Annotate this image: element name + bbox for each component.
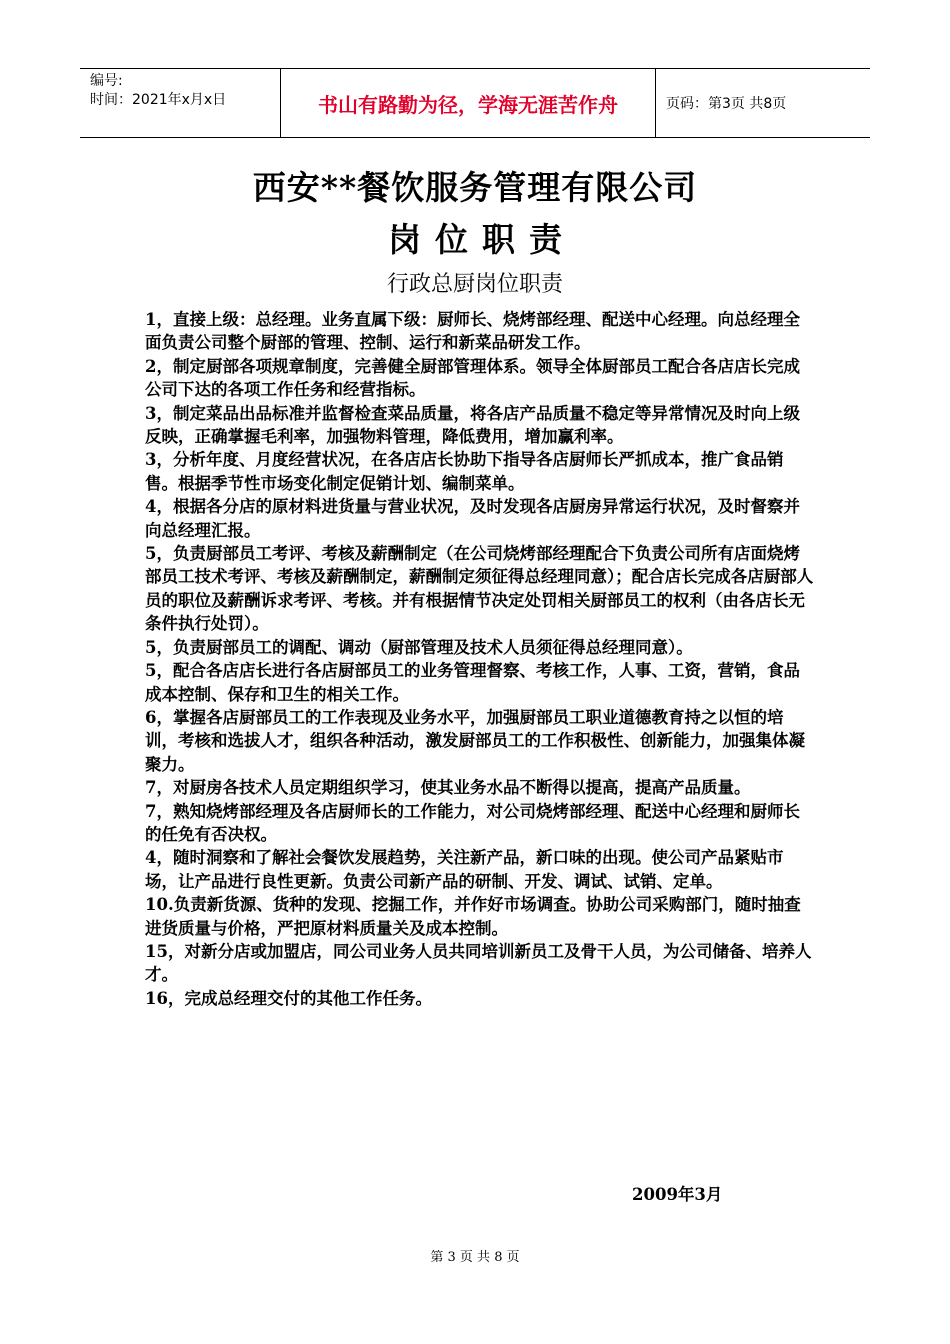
duty-item: 7，对厨房各技术人员定期组织学习，使其业务水品不断得以提高，提高产品质量。 (145, 778, 751, 798)
duty-item: 15，对新分店或加盟店，同公司业务人员共同培训新员工及骨干人员，为公司储备、培养人才。 (145, 941, 812, 985)
duty-item: 4，随时洞察和了解社会餐饮发展趋势，关注新产品，新口味的出现。使公司产品紧贴市场，让产品进行良性更新。负责公司新产品的研制、开发、调试、试销、定单。 (145, 848, 784, 891)
duty-item: 5，配合各店店长进行各店厨部员工的业务管理督察、考核工作，人事、工资，营销，食品成本控制、保存和卫生的相关工作。 (145, 661, 800, 704)
duty-item: 7，熟知烧烤部经理及各店厨师长的工作能力，对公司烧烤部经理、配送中心经理和厨师长的任免有否决权。 (145, 801, 800, 844)
section-subtitle: 行政总厨岗位职责 (386, 272, 563, 297)
duty-item: 10.负责新货源、货种的发现、挖掘工作，并作好市场调查。协助公司采购部门，随时抽查进货质量与价格，严把原材料质量关及成本控制。 (145, 895, 801, 938)
document-date: 2009年3月 (632, 1185, 723, 1204)
document-number-label: 编号: (90, 73, 123, 89)
document-time-label: 时间：2021年x月x日 (90, 92, 227, 108)
duty-item: 3，分析年度、月度经营状况，在各店店长协助下指导各店厨师长严抓成本，推广食品销售。根据季节性市场变化制定促销计划、编制菜单。 (145, 450, 784, 493)
header-meta (80, 69, 281, 137)
duty-item: 6，掌握各店厨部员工的工作表现及业务水平，加强厨部员工职业道德教育持之以恒的培训，考核和选拔人才，组织各种活动，激发厨部员工的工作积极性、创新能力，加强集体凝聚力。 (145, 707, 805, 774)
duty-item: 16，完成总经理交付的其他工作任务。 (145, 988, 432, 1008)
document-title: 岗位职责 (388, 220, 576, 259)
duty-item: 5，负责厨部员工的调配、调动（厨部管理及技术人员须征得总经理同意）。 (145, 637, 693, 657)
page-footer: 第 3 页 共 8 页 (430, 1250, 520, 1265)
duty-item: 1，直接上级：总经理。业务直属下级：厨师长、烧烤部经理、配送中心经理。向总经理全面负责公司整个厨部的管理、控制、运行和新菜品研发工作。 (145, 310, 800, 353)
duty-item: 4，根据各分店的原材料进货量与营业状况，及时发现各店厨房异常运行状况，及时督察并向总经理汇报。 (145, 497, 800, 540)
duty-item: 3，制定菜品出品标准并监督检查菜品质量，将各店产品质量不稳定等异常情况及时向上级反映，正确掌握毛利率，加强物料管理，降低费用，增加赢利率。 (145, 403, 800, 447)
page-header (80, 68, 870, 138)
header-motto: 书山有路勤为径，学海无涯苦作舟 (281, 69, 656, 137)
duty-item: 2，制定厨部各项规章制度，完善健全厨部管理体系。领导全体厨部员工配合各店店长完成公司下达的各项工作任务和经营指标。 (145, 356, 800, 400)
duty-item: 5，负责厨部员工考评、考核及薪酬制定（在公司烧烤部经理配合下负责公司所有店面烧烤部员工技术考评、考核及薪酬制定，薪酬制定须征得总经理同意）；配合店长完成各店厨部人员的职位及薪酬诉求考评、考核。并有根据情节决定处罚相关厨部员工的权利（由各店长无条件执行处罚）。 (145, 544, 814, 634)
company-name: 西安**餐饮服务管理有限公司 (252, 168, 698, 207)
duties-list (145, 308, 815, 1010)
header-page-number: 页码：第3页 共8页 (666, 96, 787, 112)
